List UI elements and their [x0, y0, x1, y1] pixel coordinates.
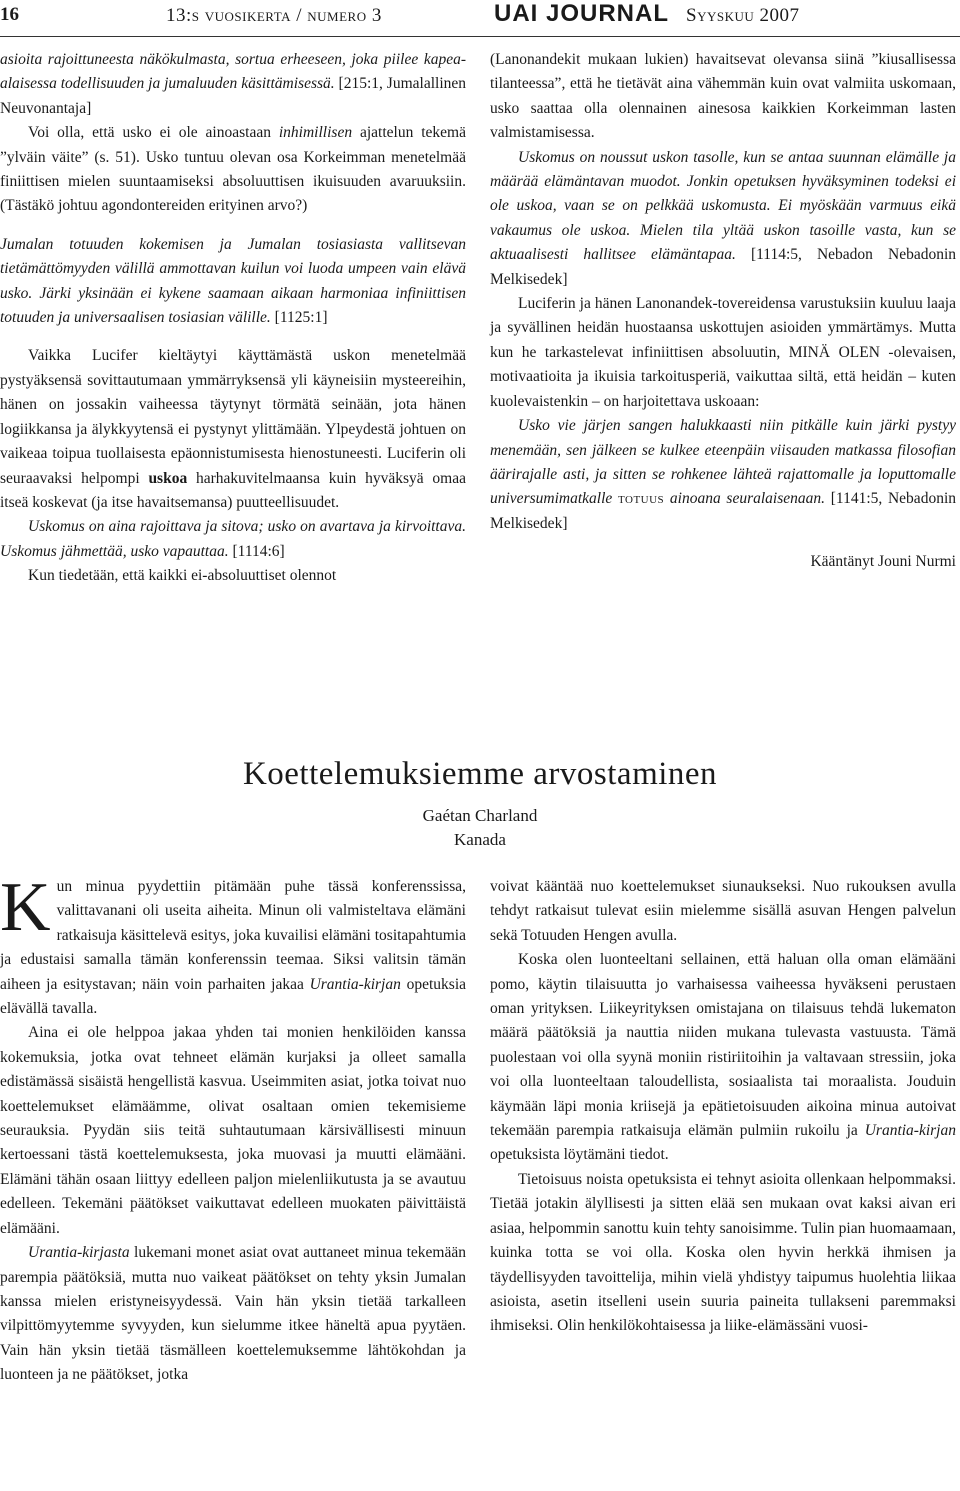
small-caps-word: totuus — [617, 490, 665, 508]
book-title: Urantia-kirjan — [309, 975, 401, 993]
paragraph: Kun tiedetään, että kaikki ei-absoluuttiset olennot — [28, 567, 337, 585]
issue-label: 13:s vuosikerta / numero 3 — [166, 5, 382, 26]
citation: [215:1, Jumalallinen Neuvonantaja] — [0, 75, 467, 117]
page-header — [0, 0, 960, 38]
article-author: Gaétan Charland — [422, 806, 538, 825]
citation: [1114:5, Nebadon Nebadonin Melkisedek] — [490, 246, 957, 288]
text-run: Voi olla, että usko ei ole ainoastaan — [28, 124, 279, 142]
quote-text: ainoana seuralaisenaan. — [664, 490, 826, 508]
text-run: opetuksista löytämäni tiedot. — [490, 1146, 669, 1164]
paragraph — [0, 869, 466, 1021]
page-number: 16 — [0, 4, 19, 25]
text-run: opetuksia elävällä tavalla. — [0, 975, 466, 1018]
citation: [1125:1] — [270, 309, 328, 327]
text-run: un minua pyydettiin pitämään puhe tässä konferenssissa, valittavanani oli useita aiheita. Minun oli valmisteltava elämäni ratkaisuja käsittelevä esitys, joka kuvailisi elämäni tositapahtumia ja edustaisi samalla tämän konferenssin teemaa. Siksi valitsin tämän aiheen ja esitystavan; näin voin parhaiten jakaa — [0, 878, 466, 993]
paragraph — [490, 948, 956, 1168]
quote-text: Usko vie järjen sangen halukkaasti niin pitkälle kuin järki pystyy menemään, sen jälkeen se kulkee eteenpäin viisauden matkassa filosofian äärirajalle asti, ja sitten se rohkenee lähteä rajattomalle ja loputtomalle universumimatkalle — [490, 417, 956, 508]
quote-text: Uskomus on noussut uskon tasolle, kun se antaa suunnan elämälle ja määrää elämäntavan muodot. Jonkin opetuksen hyväksyminen todeksi ei ole uskoa, vaan se on pelkkää uskomusta. Ei myöskään varmuus eikä vakaumus ole uskoa. Mielen tila yltää uskon tasoille vasta, kun se aktuaalisesti hallitsee elämäntapaa. — [490, 148, 956, 264]
translator-credit: Kääntänyt Jouni Nurmi — [810, 553, 956, 571]
article-title: Koettelemuksiemme arvostaminen — [242, 756, 718, 792]
paragraph — [0, 1241, 466, 1387]
top-right-column — [490, 48, 956, 575]
citation: [1141:5, Nebadonin Melkisedek] — [490, 490, 956, 532]
text-run: Koska olen luonteeltani sellainen, että haluan olla oman elämääni pomo, käytin tilaisuutta jo varhaisessa vaiheessa hyväkseni perustaen oman yrityksen. Liikeyrityksen omistajana on tilaisuus tehdä lukematon määrä päätöksiä ja nauttia niiden mukana tulevasta vastuusta. Tämä puolestaan voi olla syynä moniin ristiriitoihin ja valtavaan stressiin, joka voi olla luonteeltaan taloudellista, sosiaalista tai moraalista. Jouduin käymään läpi monia kriisejä ja epätietoisuuden aikoina minua autoivat tekemään parempia ratkaisuja elämän pulmiin rukoilu ja — [490, 951, 956, 1140]
paragraph: (Lanonandekit mukaan lukien) havaitsevat olevansa siinä ”kiusallisessa tilanteessa”, että he tietävät aina vähemmän kuin ovat valmiita uskomaan, usko saattaa olla olennainen ainesosa kaikkien Korkeimman lasten valmistamisessa. — [490, 51, 956, 142]
paragraph — [0, 344, 466, 515]
emphasis: inhimillisen — [278, 124, 353, 142]
bottom-right-column — [490, 875, 956, 1339]
quote-text: Uskomus on aina rajoittava ja sitova; usko on avartava ja kirvoittava. Uskomus jähmettää, usko vapauttaa. — [0, 518, 466, 560]
quote-text: asioita rajoittuneesta näkökulmasta, sortua erheeseen, joka piilee kapea-alaisessa todellisuuden ja jumaluuden käsittämisessä. — [0, 51, 466, 93]
text-run: harhakuvitelmaansa kuin hyväksyä omaa itseä koskevat (ja itse havaitsemansa) puutteellisuudet. — [0, 469, 466, 511]
paragraph — [0, 48, 466, 121]
quote-paragraph — [490, 414, 956, 536]
paragraph — [0, 121, 466, 219]
quote-paragraph — [0, 515, 466, 564]
paragraph: Aina ei ole helppoa jakaa yhden tai monien henkilöiden kanssa kokemuksia, jotka ovat tehneet elämän kurjaksi ja olleet samalla edistämässä sisäistä hengellistä kasvua. Useimmiten asiat, jotka toivat nuo koettelemukset elämäämme, olivat osaltaan omien tekemisieme seurauksia. Pyydän siis teitä suhtautumaan kärsivällisesti minuun kertoessani tästä koettelemuksesta, joka muovasi ja muutti elämääni. Elämäni tähän osaan liittyy edelleen paljon mielenliikutusta ja se avautuu edelleen. Tekemäni päätökset vaikuttavat edelleen muokaten päivittäistä elämääni. — [0, 1024, 466, 1237]
header-rule — [0, 36, 960, 37]
drop-cap: K — [0, 869, 51, 946]
quote-paragraph — [490, 146, 956, 292]
text-run: lukemani monet asiat ovat auttaneet minua tekemään parempia päätöksiä, mutta nuo vaikeat päätökset on tehty yksin Jumalan kanssa mielen eristyneisyydessä. Vain hän yksin tietää tarkalleen vilpittömyytemme syvyyden, kun sielumme itkee häneltä apua pyytäen. Vain hän yksin tietää täsmälleen koettelemuksemme lähtökohdan ja luonteen ja ne päätökset, jotka — [0, 1244, 466, 1384]
author-country: Kanada — [454, 830, 506, 849]
paragraph: voivat kääntää nuo koettelemukset siunaukseksi. Nuo rukouksen avulla tehdyt ratkaisut tulevat esiin mielemme sisällä asuvan Hengen palvelun sekä Totuuden Hengen avulla. — [490, 878, 956, 944]
citation: [1114:6] — [228, 542, 285, 560]
book-title: Urantia-kirjasta — [28, 1244, 130, 1262]
paragraph: Luciferin ja hänen Lanonandek-tovereidensa varustuksiin kuuluu laaja ja syvällinen heidän huostaansa uskottujen asioiden ymmärtämys. Mutta kun he tarkastelevat infiniittisen absoluutin, MINÄ OLEN -olevaisen, motivaatioita ja ikuisia tarkoitusperiä, vaikuttaa siltä, että heidän – kuten kuolevaistenkin – on harjoitettava uskoaan: — [490, 295, 956, 410]
journal-name: UAI JOURNAL — [494, 0, 670, 27]
book-title: Urantia-kirjan — [864, 1122, 956, 1140]
quote-text: Jumalan totuuden kokemisen ja Jumalan tosiasiasta vallitsevan tietämättömyyden välillä ammottavan kuilun voi luoda umpeen vain elävä usko. Järki yksinään ei kykene saamaan aikaan harmoniaa infiniittisen totuuden ja universaalisen tosiasian välille. — [0, 235, 466, 327]
issue-date: Syyskuu 2007 — [686, 5, 800, 26]
bottom-left-column — [0, 869, 466, 1388]
bold-word: uskoa — [148, 469, 188, 487]
quote-paragraph — [0, 233, 466, 331]
top-left-column — [0, 48, 466, 589]
text-run: Vaikka Lucifer kieltäytyi käyttämästä uskon menetelmää pystyäksensä sovittautumaan ymmärryksensä yli käyneisiin mysteereihin, hänen on jossakin vaiheessa täytynyt törmätä seinään, jota hänen logiikkansa ja älykkyytensä ei pystynyt ylittämään. Ylpeydestä johtuen on vaikeaa toipua tuollaisesta epäonnistumisesta hienostuneesti. Luciferin oli seuraavaksi helpompi — [0, 347, 466, 487]
text-run: ajattelun tekemä ”ylväin väite” (s. 51). Usko tuntuu olevan osa Korkeimman menetelmää finiittisen mielen suuntaamiseksi absoluuttisen ikuisuuden avaruuksiin. (Tästäkö johtuu agondontereiden erityinen arvo?) — [0, 124, 466, 215]
paragraph: Tietoisuus noista opetuksista ei tehnyt asioita ollenkaan helpommaksi. Tietää jotakin älyllisesti ja sitten elää sen mukaan ovat kaksi aivan eri asiaa, helpommin sanottu kuin tehty sanoisimme. Tulin pian huomaamaan, kuinka totta se voi olla. Koska olen hyvin herkkä ihmisen ja täydellisyyden tavoittelija, mihin vielä yhdistyy taipumus huolehtia liikaa asioista, asetin itselleni usein suuria paineita tullakseni paremmaksi ihmiseksi. Olin henkilökohtaisessa ja liike-elämässäni vuosi- — [490, 1170, 956, 1335]
